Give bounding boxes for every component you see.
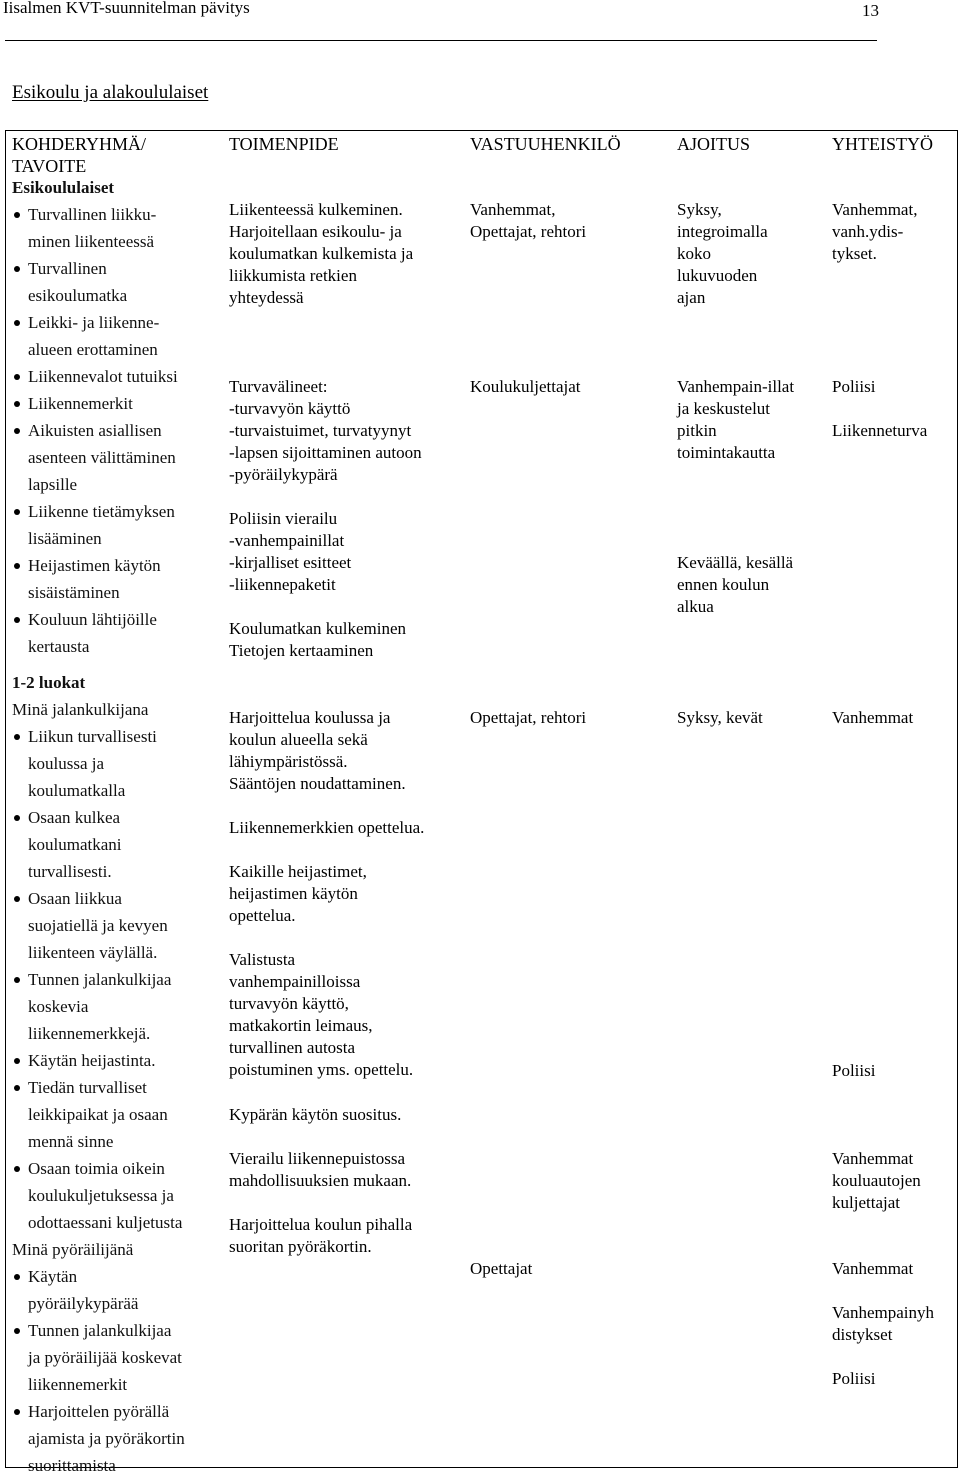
- cell-text-line: Vierailu liikennepuistossa: [229, 1149, 406, 1168]
- goal-bullet-item: [12, 885, 185, 912]
- cell-text-line: koko: [677, 244, 711, 263]
- cell-text-line: -vanhempainillat: [229, 531, 345, 550]
- cell-text-line: Keväällä, kesällä: [677, 553, 794, 572]
- bullet-icon: [14, 977, 20, 983]
- goal-bullet-item: [12, 309, 185, 336]
- goal-text-line: [12, 336, 185, 363]
- goal-text-line: [12, 1182, 185, 1209]
- action-block: [229, 707, 406, 795]
- bullet-icon: [14, 401, 20, 407]
- goal-text: suorittamista: [28, 1456, 116, 1475]
- goal-text: koulukuljetuksessa ja: [28, 1186, 174, 1205]
- cell-text-line: poistuminen yms. opettelu.: [229, 1060, 414, 1079]
- bullet-icon: [14, 320, 20, 326]
- goal-text: Tiedän turvalliset: [28, 1078, 147, 1097]
- cell-text-line: Opettajat, rehtori: [470, 222, 587, 241]
- page-number: 13: [862, 1, 879, 20]
- bullet-icon: [14, 1058, 20, 1064]
- goal-text: Aikuisten asiallisen: [28, 421, 162, 440]
- timing-block: [677, 707, 763, 729]
- goal-bullet-item: [12, 1155, 185, 1182]
- cell-text-line: suoritan pyöräkortin.: [229, 1237, 372, 1256]
- cell-text-line: vanh.ydis-: [832, 222, 904, 241]
- action-block: [229, 817, 424, 839]
- cell-text-line: Vanhemmat,: [470, 200, 556, 219]
- cell-text-line: toimintakautta: [677, 443, 776, 462]
- goal-text: suojatiellä ja kevyen: [28, 916, 168, 935]
- cooperation-block: [832, 1060, 875, 1082]
- goal-text: Osaan kulkea: [28, 808, 121, 827]
- cell-text-line: turvavyön käyttö,: [229, 994, 349, 1013]
- goal-bullet-item: [12, 417, 185, 444]
- action-block: [229, 376, 422, 486]
- cell-text-line: Sääntöjen noudattaminen.: [229, 774, 406, 793]
- cell-text-line: Turvavälineet:: [229, 377, 328, 396]
- goal-text: koulussa ja: [28, 754, 105, 773]
- goal-bullet-item: [12, 201, 185, 228]
- section-title: Esikoulu ja alakoululaiset: [12, 82, 209, 103]
- header-cooperation: YHTEISTYÖ: [832, 134, 933, 154]
- cell-text-line: Valistusta: [229, 950, 296, 969]
- cell-text-line: pitkin: [677, 421, 717, 440]
- cooperation-block: [832, 1258, 913, 1280]
- cell-text-line: Kaikille heijastimet,: [229, 862, 367, 881]
- cell-text-line: Kypärän käytön suositus.: [229, 1105, 402, 1124]
- goal-text: koulumatkani: [28, 835, 122, 854]
- goal-text-line: [12, 939, 185, 966]
- bullet-icon: [14, 1274, 20, 1280]
- goal-text: Kouluun lähtijöille: [28, 610, 157, 629]
- goal-text: liikenteen väylällä.: [28, 943, 158, 962]
- goal-text-line: [12, 831, 185, 858]
- goal-text: Tunnen jalankulkijaa: [28, 1321, 172, 1340]
- goal-text-line: [12, 750, 185, 777]
- goal-text-line: [12, 1425, 185, 1452]
- cell-text-line: Opettajat, rehtori: [470, 708, 587, 727]
- goal-bullet-item: [12, 1263, 185, 1290]
- goal-text: liikennemerkit: [28, 1375, 128, 1394]
- action-block: [229, 1104, 401, 1126]
- goal-text-line: [12, 912, 185, 939]
- cell-text-line: Koulukuljettajat: [470, 377, 581, 396]
- cell-text-line: Vanhemmat: [832, 708, 914, 727]
- header-timing: AJOITUS: [677, 134, 751, 154]
- goal-text: Liikennemerkit: [28, 394, 133, 413]
- goal-text: Osaan liikkua: [28, 889, 122, 908]
- cooperation-block: [832, 420, 927, 442]
- cell-text-line: alkua: [677, 597, 714, 616]
- goal-text: asenteen välittäminen: [28, 448, 176, 467]
- target-goal-column: [12, 174, 185, 1479]
- goal-text: turvallisesti.: [28, 862, 112, 881]
- goal-text: Käytän: [28, 1267, 78, 1286]
- header-responsible: VASTUUHENKILÖ: [470, 134, 621, 154]
- cell-text-line: yhteydessä: [229, 288, 304, 307]
- goal-bullet-item: [12, 1047, 185, 1074]
- cell-text-line: -lapsen sijoittaminen autoon: [229, 443, 422, 462]
- goal-bullet-item: [12, 606, 185, 633]
- goal-text-line: [12, 444, 185, 471]
- goal-text: Harjoittelen pyörällä: [28, 1402, 170, 1421]
- cell-text-line: Poliisi: [832, 377, 876, 396]
- goal-text: Liikun turvallisesti: [28, 727, 157, 746]
- group-heading: [12, 669, 185, 696]
- goal-text: 1-2 luokat: [12, 673, 86, 692]
- goal-text-line: [12, 579, 185, 606]
- responsible-block: [470, 376, 580, 398]
- cell-text-line: -liikennepaketit: [229, 575, 336, 594]
- bullet-icon: [14, 896, 20, 902]
- cell-text-line: lähiympäristössä.: [229, 752, 348, 771]
- goal-bullet-item: [12, 1074, 185, 1101]
- cell-text-line: Syksy,: [677, 200, 722, 219]
- goal-bullet-item: [12, 552, 185, 579]
- responsible-block: [470, 707, 586, 729]
- cooperation-block: [832, 1148, 921, 1214]
- goal-text: koskevia: [28, 997, 89, 1016]
- goal-bullet-item: [12, 1317, 185, 1344]
- bullet-icon: [14, 212, 20, 218]
- cooperation-block: [832, 376, 875, 398]
- cell-text-line: distykset: [832, 1325, 893, 1344]
- goal-text-line: [12, 1236, 185, 1263]
- goal-text-line: [12, 1209, 185, 1236]
- cell-text-line: koulun alueella sekä: [229, 730, 368, 749]
- bullet-icon: [14, 734, 20, 740]
- bullet-icon: [14, 563, 20, 569]
- goal-bullet-item: [12, 1398, 185, 1425]
- goal-bullet-item: [12, 723, 185, 750]
- action-block: [229, 199, 413, 309]
- goal-text: kertausta: [28, 637, 90, 656]
- timing-block: [677, 552, 793, 618]
- bullet-icon: [14, 509, 20, 515]
- header-rule: [5, 40, 877, 41]
- cell-text-line: Poliisi: [832, 1369, 876, 1388]
- goal-text: Liikennevalot tutuiksi: [28, 367, 178, 386]
- goal-text-line: [12, 696, 185, 723]
- cell-text-line: Harjoittelua koulun pihalla: [229, 1215, 413, 1234]
- goal-text: Turvallinen: [28, 259, 107, 278]
- goal-text: sisäistäminen: [28, 583, 120, 602]
- cell-text-line: matkakortin leimaus,: [229, 1016, 373, 1035]
- cell-text-line: Tietojen kertaaminen: [229, 641, 374, 660]
- goal-bullet-item: [12, 966, 185, 993]
- action-block: [229, 949, 413, 1081]
- responsible-block: [470, 1258, 532, 1280]
- goal-text: Minä jalankulkijana: [12, 700, 149, 719]
- goal-text-line: [12, 858, 185, 885]
- goal-text: Leikki- ja liikenne-: [28, 313, 160, 332]
- cell-text-line: Vanhemmat: [832, 1149, 914, 1168]
- goal-text: lisääminen: [28, 529, 102, 548]
- cell-text-line: tykset.: [832, 244, 877, 263]
- goal-text: mennä sinne: [28, 1132, 114, 1151]
- goal-text: Turvallinen liikku-: [28, 205, 157, 224]
- cell-text-line: kouluautojen: [832, 1171, 921, 1190]
- goal-text-line: [12, 1344, 185, 1371]
- goal-text: alueen erottaminen: [28, 340, 158, 359]
- bullet-icon: [14, 1166, 20, 1172]
- cooperation-block: [832, 1302, 934, 1346]
- cell-text-line: ja keskustelut: [677, 399, 771, 418]
- goal-text: liikennemerkkejä.: [28, 1024, 151, 1043]
- goal-text-line: [12, 1452, 185, 1479]
- header-target-line2: TAVOITE: [12, 156, 87, 176]
- goal-text-line: [12, 228, 185, 255]
- responsible-block: [470, 199, 586, 243]
- group-heading: [12, 174, 185, 201]
- goal-text: minen liikenteessä: [28, 232, 155, 251]
- action-block: [229, 861, 367, 927]
- goal-text: ja pyöräilijää koskevat: [28, 1348, 182, 1367]
- goal-text-line: [12, 1101, 185, 1128]
- goal-text: lapsille: [28, 475, 78, 494]
- goal-text-line: [12, 1020, 185, 1047]
- cell-text-line: ennen koulun: [677, 575, 770, 594]
- row-spacer: [12, 660, 185, 669]
- goal-text: esikoulumatka: [28, 286, 128, 305]
- goal-text: Tunnen jalankulkijaa: [28, 970, 172, 989]
- goal-bullet-item: [12, 804, 185, 831]
- goal-text: Esikoululaiset: [12, 178, 115, 197]
- bullet-icon: [14, 428, 20, 434]
- cell-text-line: Syksy, kevät: [677, 708, 763, 727]
- cell-text-line: -turvavyön käyttö: [229, 399, 351, 418]
- goal-text: Käytän heijastinta.: [28, 1051, 156, 1070]
- cell-text-line: kuljettajat: [832, 1193, 900, 1212]
- timing-block: [677, 199, 768, 309]
- cell-text-line: Vanhemmat: [832, 1259, 914, 1278]
- goal-text-line: [12, 1371, 185, 1398]
- timing-block: [677, 376, 794, 464]
- goal-text-line: [12, 282, 185, 309]
- cell-text-line: vanhempainilloissa: [229, 972, 361, 991]
- goal-bullet-item: [12, 363, 185, 390]
- cell-text-line: Harjoittelua koulussa ja: [229, 708, 391, 727]
- goal-text: ajamista ja pyöräkortin: [28, 1429, 185, 1448]
- cell-text-line: Liikenneturva: [832, 421, 928, 440]
- goal-text-line: [12, 993, 185, 1020]
- goal-text-line: [12, 1290, 185, 1317]
- goal-bullet-item: [12, 255, 185, 282]
- cell-text-line: integroimalla: [677, 222, 768, 241]
- cell-text-line: Poliisi: [832, 1061, 876, 1080]
- cell-text-line: Liikenteessä kulkeminen.: [229, 200, 403, 219]
- goal-text: Minä pyöräilijänä: [12, 1240, 134, 1259]
- cell-text-line: koulumatkan kulkemista ja: [229, 244, 414, 263]
- action-block: [229, 1214, 412, 1258]
- bullet-icon: [14, 617, 20, 623]
- cell-text-line: -turvaistuimet, turvatyynyt: [229, 421, 412, 440]
- cell-text-line: Vanhempain-illat: [677, 377, 795, 396]
- goal-text-line: [12, 633, 185, 660]
- cooperation-block: [832, 707, 913, 729]
- cell-text-line: Koulumatkan kulkeminen: [229, 619, 407, 638]
- cell-text-line: turvallinen autosta: [229, 1038, 356, 1057]
- bullet-icon: [14, 374, 20, 380]
- cell-text-line: -kirjalliset esitteet: [229, 553, 352, 572]
- bullet-icon: [14, 1328, 20, 1334]
- cell-text-line: Poliisin vierailu: [229, 509, 338, 528]
- bullet-icon: [14, 1409, 20, 1415]
- goal-text-line: [12, 471, 185, 498]
- cell-text-line: lukuvuoden: [677, 266, 758, 285]
- bullet-icon: [14, 1085, 20, 1091]
- cell-text-line: Liikennemerkkien opettelua.: [229, 818, 425, 837]
- goal-text: koulumatkalla: [28, 781, 126, 800]
- cooperation-block: [832, 199, 917, 265]
- cooperation-block: [832, 1368, 875, 1390]
- cell-text-line: ajan: [677, 288, 706, 307]
- cell-text-line: liikkumista retkien: [229, 266, 357, 285]
- action-block: [229, 618, 406, 662]
- cell-text-line: Harjoitellaan esikoulu- ja: [229, 222, 402, 241]
- goal-bullet-item: [12, 390, 185, 417]
- goal-text: odottaessani kuljetusta: [28, 1213, 183, 1232]
- cell-text-line: Opettajat: [470, 1259, 533, 1278]
- cell-text-line: -pyöräilykypärä: [229, 465, 338, 484]
- goal-text: Heijastimen käytön: [28, 556, 161, 575]
- goal-text-line: [12, 1128, 185, 1155]
- goal-text: leikkipaikat ja osaan: [28, 1105, 168, 1124]
- cell-text-line: heijastimen käytön: [229, 884, 358, 903]
- header-action: TOIMENPIDE: [229, 134, 339, 154]
- action-block: [229, 508, 351, 596]
- header-target-line1: KOHDERYHMÄ/: [12, 134, 147, 154]
- bullet-icon: [14, 815, 20, 821]
- page-header-title: Iisalmen KVT-suunnitelman pävitys: [3, 0, 250, 17]
- cell-text-line: Vanhemmat,: [832, 200, 918, 219]
- cell-text-line: mahdollisuuksien mukaan.: [229, 1171, 412, 1190]
- bullet-icon: [14, 266, 20, 272]
- goal-text-line: [12, 777, 185, 804]
- goal-text-line: [12, 525, 185, 552]
- action-block: [229, 1148, 411, 1192]
- cell-text-line: opettelua.: [229, 906, 296, 925]
- cell-text-line: Vanhempainyh: [832, 1303, 934, 1322]
- goal-text: Osaan toimia oikein: [28, 1159, 165, 1178]
- goal-text: pyöräilykypärää: [28, 1294, 139, 1313]
- goal-text: Liikenne tietämyksen: [28, 502, 175, 521]
- goal-bullet-item: [12, 498, 185, 525]
